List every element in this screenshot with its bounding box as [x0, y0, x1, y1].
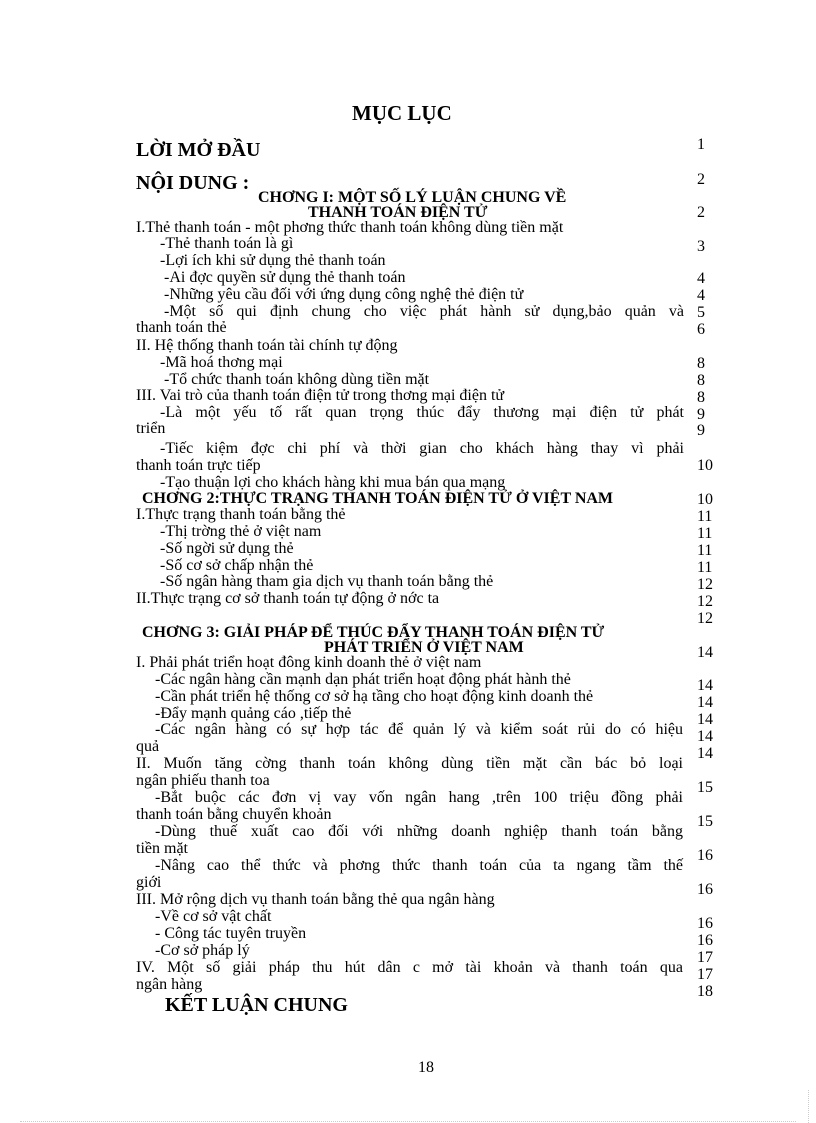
ch1-section-3: III. Vai trò của thanh toán điện tử trong thơng mại điện tử [136, 387, 505, 404]
ch1-item-1: -Thẻ thanh toán là gì [160, 235, 294, 252]
ch1-page-10: 9 [697, 422, 705, 439]
ch3-item-4-line1: -Các ngân hàng có sự hợp tác để quản lý và kiểm soát rủi do có hiệu [155, 721, 683, 738]
ch1-item-5-line1: -Một số qui định chung cho việc phát hành sử dụng,bảo quản và [164, 303, 684, 320]
ch2-page-0: 11 [697, 508, 713, 525]
ch3-item-10: -Cơ sở pháp lý [155, 942, 250, 959]
ch3-item-5-line2: thanh toán bằng chuyển khoản [136, 806, 332, 823]
ch2-page-2: 11 [697, 542, 713, 559]
ch1-item-9-line1: -Tiếc kiệm đợc chi phí và thời gian cho khách hàng thay vì phải [160, 440, 684, 457]
ch1-section-1: I.Thẻ thanh toán - một phơng thức thanh toán không dùng tiền mặt [136, 219, 564, 236]
ch2-page-6: 12 [697, 610, 713, 627]
ch3-title-line1: CHƠNG 3: GIẢI PHÁP ĐỂ THÚC ĐẨY THANH TOÁN ĐIỆN TỬ [142, 624, 605, 641]
ch3-page-7: 15 [697, 813, 713, 830]
ch3-item-6-line1: -Dùng thuế xuất cao đối với những doanh nghiệp thanh toán bằng [155, 823, 683, 840]
page-number: 18 [418, 1059, 434, 1076]
ch3-page-13: 17 [697, 966, 713, 983]
ch1-page-9: 9 [697, 406, 705, 423]
ch3-page-1: 14 [697, 677, 713, 694]
ch3-section-2-line1: II. Muốn tăng cờng thanh toán không dùng tiền mặt cần bác bỏ loại [136, 755, 683, 772]
ch2-section-2: II.Thực trạng cơ sở thanh toán tự động ở nớc ta [136, 590, 440, 607]
ch3-page-14: 18 [697, 983, 713, 1000]
ch1-item-9-line2: thanh toán trực tiếp [136, 457, 261, 474]
ch1-page-11: 10 [697, 457, 713, 474]
ch1-item-6: -Mã hoá thơng mại [160, 354, 283, 371]
ch1-item-7: -Tổ chức thanh toán không dùng tiền mặt [164, 371, 430, 388]
ch2-item-3: -Số cơ sở chấp nhận thẻ [160, 557, 314, 574]
ch1-page-8: 8 [697, 389, 705, 406]
ch2-item-4: -Số ngân hàng tham gia dịch vụ thanh toán bằng thẻ [160, 573, 494, 590]
ch3-item-4-line2: quả [136, 738, 160, 755]
ch2-page-4: 12 [697, 576, 713, 593]
ch3-page-3: 14 [697, 711, 713, 728]
intro-heading: LỜI MỞ ĐẦU [136, 139, 261, 161]
ch3-page-11: 16 [697, 932, 713, 949]
page-edge-marker [808, 1090, 809, 1123]
ch1-title-line2: THANH TOÁN ĐIỆN TỬ [308, 204, 488, 221]
ch3-section-4-line2: ngân hàng [136, 976, 203, 993]
ch3-section-4-line1: IV. Một số giải pháp thu hút dân c mở tài khoản và thanh toán qua [136, 959, 683, 976]
ch3-page-4: 14 [697, 728, 713, 745]
ch2-item-1: -Thị trờng thẻ ở việt nam [160, 523, 322, 540]
ch1-section-2: II. Hệ thống thanh toán tài chính tự động [136, 337, 398, 354]
ch3-page-10: 16 [697, 915, 713, 932]
ch3-page-2: 14 [697, 694, 713, 711]
ch1-page: 2 [697, 204, 705, 221]
ch3-item-7-line1: -Nâng cao thể thức và phơng thức thanh toán của ta ngang tầm thế [155, 857, 683, 874]
ch3-page-0: 14 [697, 644, 713, 661]
ch3-item-1: -Các ngân hàng cần mạnh dạn phát triển hoạt động phát hành thẻ [155, 671, 571, 688]
ch3-title-line2: PHÁT TRIỂN Ở VIỆT NAM [324, 639, 524, 656]
ch2-page-1: 11 [697, 525, 713, 542]
ch1-item-4: -Những yêu cầu đối với ứng dụng công nghệ thẻ điện tử [164, 286, 524, 303]
ch3-item-5-line1: -Bắt buộc các đơn vị vay vốn ngân hang ,trên 100 triệu đồng phải [155, 789, 683, 806]
ch3-item-9: - Công tác tuyên truyền [155, 925, 307, 942]
page-edge-divider [20, 1121, 796, 1122]
ch1-item-5-line2: thanh toán thẻ [136, 319, 227, 336]
ch1-page-4: 5 [697, 304, 705, 321]
ch3-page-8: 16 [697, 847, 713, 864]
ch1-page-1: 3 [697, 238, 705, 255]
ch1-page-7: 8 [697, 372, 705, 389]
ch3-page-6: 15 [697, 779, 713, 796]
ch2-page-5: 12 [697, 593, 713, 610]
ch3-page-12: 17 [697, 949, 713, 966]
ch2-title: CHƠNG 2:THỰC TRẠNG THANH TOÁN ĐIỆN TỬ Ở VIỆT NAM [142, 490, 614, 507]
ch3-item-8: -Về cơ sở vật chất [155, 908, 272, 925]
ch1-item-8-line2: triển [136, 420, 166, 437]
ch1-item-10: -Tạo thuận lợi cho khách hàng khi mua bán qua mạng [160, 474, 506, 491]
ch1-title-line1: CHƠNG I: MỘT SỐ LÝ LUẬN CHUNG VỀ [258, 189, 567, 206]
content-page: 2 [697, 171, 705, 188]
ch1-page-3: 4 [697, 287, 705, 304]
ch1-page-5: 6 [697, 321, 705, 338]
ch3-page-9: 16 [697, 881, 713, 898]
ch1-page-6: 8 [697, 355, 705, 372]
toc-title: MỤC LỤC [352, 101, 452, 125]
ch3-section-1: I. Phải phát triển hoạt đông kinh doanh thẻ ở việt nam [136, 654, 482, 671]
ch1-item-2: -Lợi ích khi sử dụng thẻ thanh toán [160, 252, 386, 269]
ch3-item-6-line2: tiền mặt [136, 840, 188, 857]
ch2-page-3: 11 [697, 559, 713, 576]
conclusion-heading: KẾT LUẬN CHUNG [165, 994, 348, 1016]
ch3-item-3: -Đẩy mạnh quảng cáo ,tiếp thẻ [155, 705, 352, 722]
ch3-item-7-line2: giới [136, 874, 162, 891]
intro-page: 1 [697, 136, 705, 153]
content-heading: NỘI DUNG : [136, 172, 250, 194]
ch2-section-1: I.Thực trạng thanh toán bằng thẻ [136, 506, 346, 523]
ch1-item-3: -Ai đợc quyền sử dụng thẻ thanh toán [164, 269, 406, 286]
ch1-item-8-line1: -Là một yếu tố rất quan trọng thúc đẩy thương mại điện tử phát [160, 404, 684, 421]
ch1-page-2: 4 [697, 270, 705, 287]
ch3-section-3: III. Mở rộng dịch vụ thanh toán bằng thẻ qua ngân hàng [136, 891, 495, 908]
ch2-item-2: -Số ngời sử dụng thẻ [160, 540, 294, 557]
ch3-section-2-line2: ngân phiếu thanh toa [136, 772, 270, 789]
ch3-item-2: -Cần phát triển hệ thống cơ sở hạ tầng cho hoạt động kinh doanh thẻ [155, 688, 594, 705]
ch2-page: 10 [697, 491, 713, 508]
ch3-page-5: 14 [697, 745, 713, 762]
